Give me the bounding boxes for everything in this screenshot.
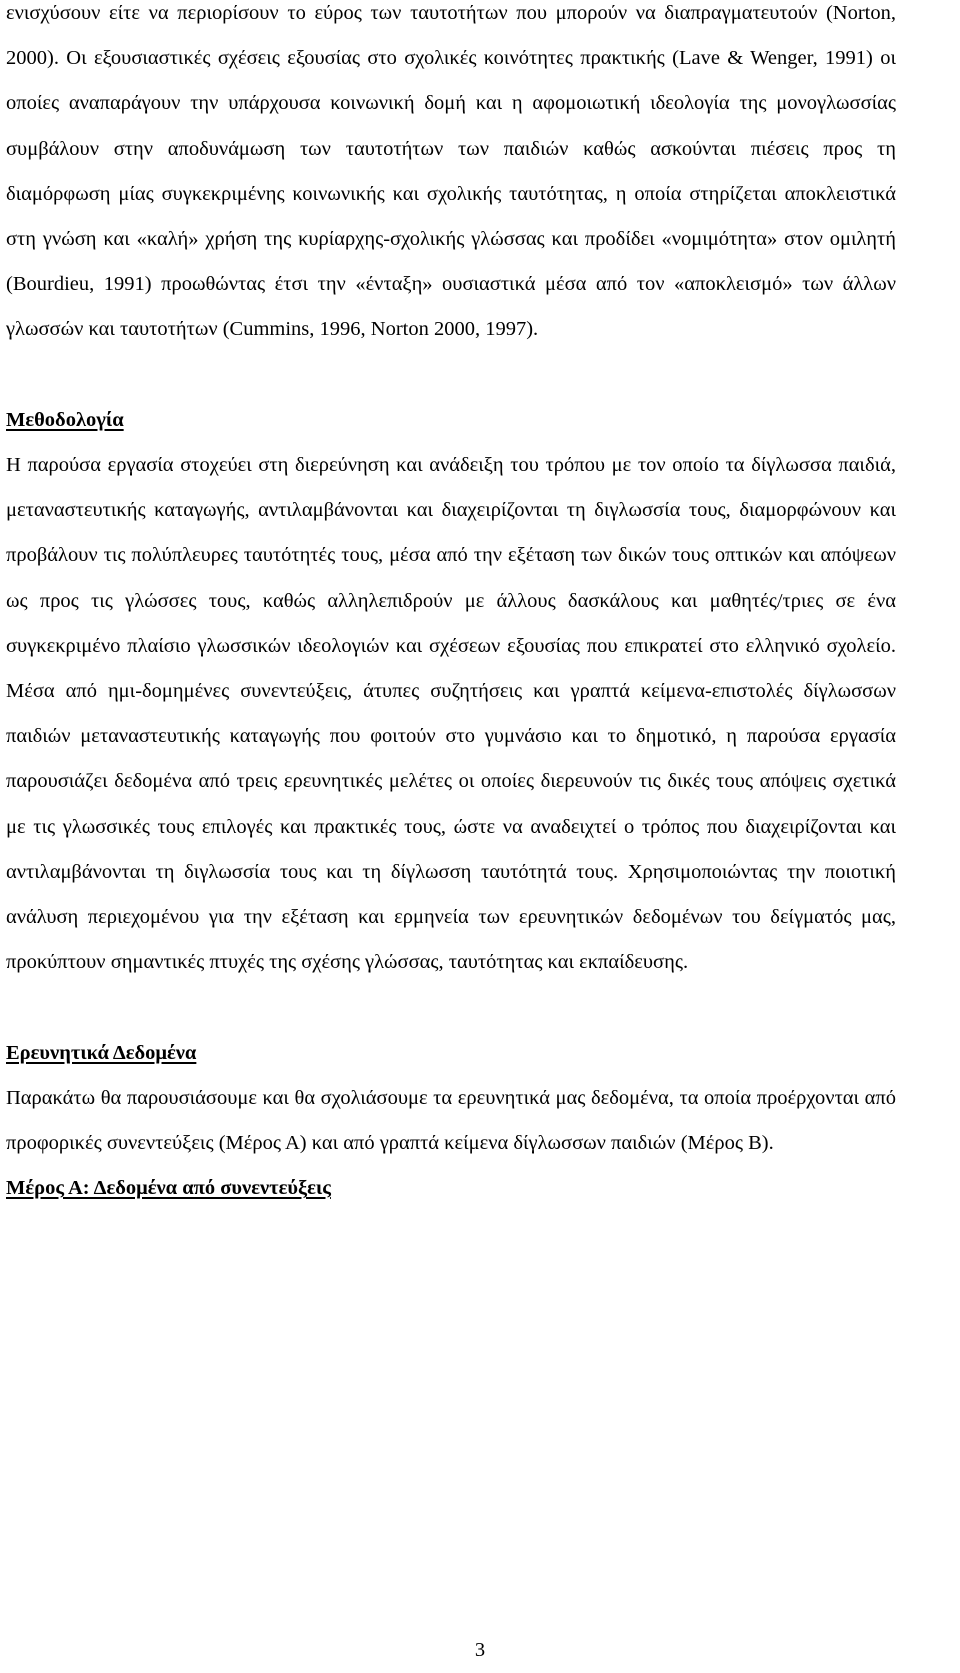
section-gap <box>6 353 896 398</box>
intro-paragraph: ενισχύσουν είτε να περιορίσουν το εύρος των ταυτοτήτων που μπορούν να διαπραγματευτούν (Norton, 2000). Οι εξουσιαστικές σχέσεις εξουσίας στο σχολικές κοινότητες πρακτικής (Lave & Wenger, 1991) οι οποίες αναπαράγουν την υπάρχουσα κοινωνική δομή και η αφομοιωτική ιδεολογία της μονογλωσσίας συμβάλουν στην αποδυνάμωση των ταυτοτήτων των παιδιών καθώς ασκούνται πιέσεις προς τη διαμόρφωση μίας συγκεκριμένης κοινωνικής και σχολικής ταυτότητας, η οποία στηρίζεται αποκλειστικά στη γνώση και «καλή» χρήση της κυρίαρχης-σχολικής γλώσσας και προδίδει «νομιμότητα» στον ομιλητή (Bourdieu, 1991) προωθώντας έτσι την «ένταξη» ουσιαστικά μέσα από τον «αποκλεισμό» των άλλων γλωσσών και ταυτοτήτων (Cummins, 1996, Norton 2000, 1997). <box>6 2 896 341</box>
section-heading-methodology: Μεθοδολογία <box>6 408 124 431</box>
page-number: 3 <box>474 1639 486 1661</box>
subheading-part-a: Μέρος Α: Δεδομένα από συνεντεύξεις <box>6 1177 331 1200</box>
document-page <box>6 0 896 1211</box>
section-heading-research-data: Ερευνητικά Δεδομένα <box>6 1041 197 1064</box>
methodology-paragraph: Η παρούσα εργασία στοχεύει στη διερεύνηση και ανάδειξη του τρόπου με τον οποίο τα δίγλωσσα παιδιά, μεταναστευτικής καταγωγής, αντιλαμβάνονται και διαχειρίζονται τη διγλωσσία τους, διαμορφώνουν και προβάλουν τις πολύπλευρες ταυτότητές τους, μέσα από την εξέταση των δικών τους οπτικών και απόψεων ως προς τις γλώσσες τους, καθώς αλληλεπιδρούν με άλλους δασκάλους και μαθητές/τριες σε ένα συγκεκριμένο πλαίσιο γλωσσικών ιδεολογιών και σχέσεων εξουσίας που επικρατεί στο ελληνικό σχολείο. Μέσα από ημι-δομημένες συνεντεύξεις, άτυπες συζητήσεις και γραπτά κείμενα-επιστολές δίγλωσσων παιδιών μεταναστευτικής καταγωγής που φοιτούν στο γυμνάσιο και το δημοτικό, η παρούσα εργασία παρουσιάζει δεδομένα από τρεις ερευνητικές μελέτες οι οποίες διερευνούν τις δικές τους απόψεις σχετικά με τις γλωσσικές τους επιλογές και πρακτικές τους, ώστε να αναδειχτεί ο τρόπος που διαχειρίζονται και αντιλαμβάνονται τη διγλωσσία τους και τη δίγλωσση ταυτότητά τους. Χρησιμοποιώντας την ποιοτική ανάλυση περιεχομένου για την εξέταση και ερμηνεία των ερευνητικών δεδομένων του δείγματός μας, προκύπτουν σημαντικές πτυχές της σχέσης γλώσσας, ταυτότητας και εκπαίδευσης. <box>6 454 896 974</box>
research-data-paragraph: Παρακάτω θα παρουσιάσουμε και θα σχολιάσουμε τα ερευνητικά μας δεδομένα, τα οποία προέρχονται από προφορικές συνεντεύξεις (Μέρος Α) και από γραπτά κείμενα δίγλωσσων παιδιών (Μέρος Β). <box>6 1086 896 1155</box>
section-gap <box>6 985 896 1030</box>
